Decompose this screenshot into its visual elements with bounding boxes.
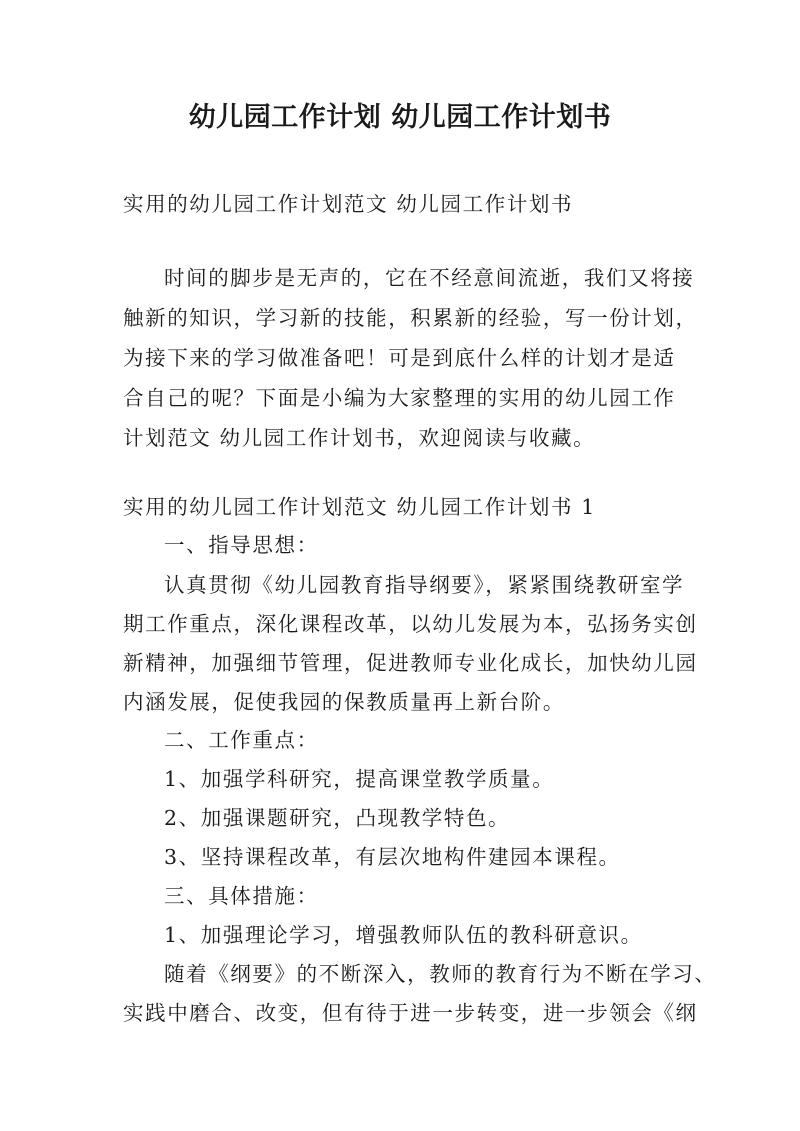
intro-line: 为接下来的学习做准备吧！可是到底什么样的计划才是适 bbox=[123, 346, 676, 370]
document-subtitle: 实用的幼儿园工作计划范文 幼儿园工作计划书 bbox=[123, 192, 574, 216]
guiding-line: 内涵发展，促使我园的保教质量再上新台阶。 bbox=[123, 690, 565, 714]
focus-item: 2、加强课题研究，凸现教学特色。 bbox=[164, 806, 511, 830]
intro-line: 合自己的呢？下面是小编为大家整理的实用的幼儿园工作 bbox=[123, 386, 676, 410]
measures-heading: 三、具体措施： bbox=[164, 884, 319, 908]
intro-line: 计划范文 幼儿园工作计划书，欢迎阅读与收藏。 bbox=[123, 426, 596, 450]
guiding-line: 认真贯彻《幼儿园教育指导纲要》，紧紧围绕教研室学 bbox=[164, 573, 685, 597]
measures-line: 实践中磨合、改变，但有待于进一步转变，进一步领会《纲 bbox=[123, 1001, 698, 1025]
section-heading: 实用的幼儿园工作计划范文 幼儿园工作计划书 1 bbox=[123, 495, 596, 519]
measures-item: 1、加强理论学习，增强教师队伍的教科研意识。 bbox=[164, 923, 643, 947]
measures-line: 随着《纲要》的不断深入，教师的教育行为不断在学习、 bbox=[164, 962, 717, 986]
focus-item: 3、坚持课程改革，有层次地构件建园本课程。 bbox=[164, 845, 621, 869]
guiding-line: 期工作重点，深化课程改革，以幼儿发展为本，弘扬务实创 bbox=[123, 612, 698, 636]
intro-line: 触新的知识，学习新的技能，积累新的经验，写一份计划， bbox=[123, 306, 698, 330]
guiding-line: 新精神，加强细节管理，促进教师专业化成长，加快幼儿园 bbox=[123, 651, 698, 675]
intro-line: 时间的脚步是无声的，它在不经意间流逝，我们又将接 bbox=[164, 266, 695, 290]
focus-heading: 二、工作重点： bbox=[164, 728, 319, 752]
guiding-heading: 一、指导思想： bbox=[164, 533, 319, 557]
focus-item: 1、加强学科研究，提高课堂教学质量。 bbox=[164, 767, 555, 791]
document-title: 幼儿园工作计划 幼儿园工作计划书 bbox=[188, 102, 612, 133]
